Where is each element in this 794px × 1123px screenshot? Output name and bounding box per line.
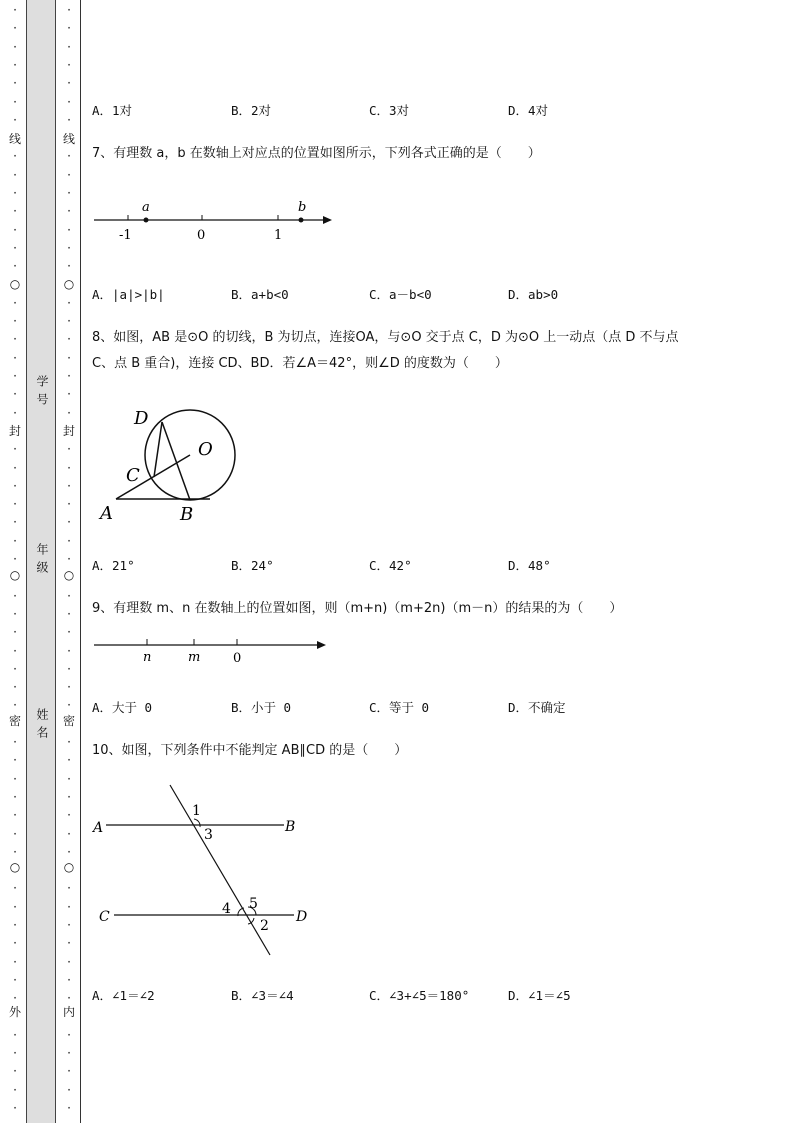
binding-dot: ·	[67, 497, 71, 512]
binding-dot: ·	[67, 478, 71, 493]
binding-dot: ·	[67, 1027, 71, 1042]
binding-dot: ·	[67, 295, 71, 310]
binding-dot: ·	[67, 954, 71, 969]
q7-label-b: b	[298, 200, 307, 215]
binding-dot: ·	[67, 606, 71, 621]
binding-dot: ·	[67, 808, 71, 823]
binding-dot: ·	[13, 332, 17, 347]
q7-option-a: A．|a|>|b|	[92, 287, 165, 302]
binding-dot: ·	[67, 936, 71, 951]
binding-dot: ·	[67, 222, 71, 237]
binding-dot: ·	[13, 57, 17, 72]
binding-dot: ·	[13, 295, 17, 310]
binding-dot: ·	[67, 1082, 71, 1097]
binding-dot: ·	[13, 515, 17, 530]
inner-char-xian: 线	[62, 132, 75, 146]
binding-dot: ·	[13, 149, 17, 164]
binding-dot: ·	[13, 94, 17, 109]
binding-dot: ·	[13, 899, 17, 914]
q8-label-a: A	[100, 503, 113, 524]
q8-stem-line1: 8、如图，AB 是⊙O 的切线，B 为切点，连接OA，与⊙O 交于点 C，D 为⊙O 上一动点（点 D 不与点	[92, 330, 679, 345]
binding-dot: ·	[13, 350, 17, 365]
inner-char-nei: 内	[62, 1005, 75, 1019]
binding-dot: ·	[13, 735, 17, 749]
binding-dot: ·	[67, 991, 71, 1006]
binding-dot: ·	[67, 405, 71, 420]
binding-dot: ·	[13, 771, 17, 786]
outer-circle: ○	[9, 277, 21, 291]
binding-dot: ·	[13, 991, 17, 1006]
binding-dot: ·	[67, 881, 71, 896]
binding-dot: ·	[67, 1046, 71, 1061]
outer-circle: ○	[9, 860, 21, 874]
q10-angle-4: 4	[222, 901, 231, 917]
q9-stem: 9、有理数 m、n 在数轴上的位置如图，则（m+n)（m+2n)（m－n）的结果的为（ ）	[92, 601, 623, 616]
q7-option-b: B．a+b<0	[231, 287, 289, 302]
binding-dot: ·	[13, 497, 17, 512]
binding-dot: ·	[13, 606, 17, 621]
q8-circle-figure	[98, 400, 258, 530]
binding-dot: ·	[67, 112, 71, 127]
q10-option-c: C．∠3+∠5＝180°	[369, 988, 470, 1003]
q10-angle-1: 1	[192, 803, 201, 819]
binding-dot: ·	[13, 1027, 17, 1042]
q6-option-d: D．4对	[508, 103, 549, 118]
binding-dot: ·	[67, 661, 71, 676]
binding-dot: ·	[13, 936, 17, 951]
binding-dot: ·	[13, 222, 17, 237]
binding-dot: ·	[13, 954, 17, 969]
q10-option-d: D．∠1＝∠5	[508, 988, 571, 1003]
q9-label-n: n	[143, 650, 152, 665]
binding-dot: ·	[13, 1101, 17, 1115]
q7-tick-1: 1	[274, 228, 283, 243]
binding-dot: ·	[67, 369, 71, 383]
binding-dot: ·	[67, 698, 71, 713]
binding-dot: ·	[13, 76, 17, 91]
binding-dot: ·	[67, 387, 71, 402]
binding-dot: ·	[13, 259, 17, 274]
outer-char-feng: 封	[8, 424, 21, 438]
q7-number-line	[90, 195, 340, 245]
margin-line	[80, 0, 81, 1123]
binding-dot: ·	[13, 21, 17, 36]
binding-dot: ·	[13, 918, 17, 932]
outer-char-wai: 外	[8, 1005, 21, 1019]
q6-option-b: B．2对	[231, 103, 272, 118]
binding-dot: ·	[13, 369, 17, 383]
binding-dot: ·	[13, 204, 17, 219]
binding-dot: ·	[13, 112, 17, 127]
binding-dot: ·	[13, 533, 17, 548]
binding-dot: ·	[13, 478, 17, 493]
inner-char-feng: 封	[62, 424, 75, 438]
binding-dot: ·	[13, 826, 17, 841]
q8-option-b: B．24°	[231, 558, 274, 573]
binding-dot: ·	[67, 39, 71, 54]
q8-label-d: D	[134, 408, 149, 429]
binding-dot: ·	[13, 588, 17, 603]
binding-dot: ·	[13, 3, 17, 17]
binding-dot: ·	[13, 240, 17, 255]
binding-dot: ·	[67, 972, 71, 987]
binding-dot: ·	[13, 808, 17, 823]
binding-dot: ·	[67, 442, 71, 457]
outer-char-mi: 密	[8, 714, 21, 728]
binding-dot: ·	[67, 680, 71, 695]
binding-dot: ·	[67, 76, 71, 91]
binding-dot: ·	[67, 844, 71, 859]
binding-dot: ·	[13, 844, 17, 859]
q10-angle-5: 5	[249, 896, 258, 912]
binding-dot: ·	[13, 972, 17, 987]
outer-dot-column	[10, 0, 20, 1123]
inner-dot-column	[64, 0, 74, 1123]
binding-dot: ·	[67, 186, 71, 200]
q10-label-d: D	[296, 909, 308, 925]
binding-dot: ·	[13, 405, 17, 420]
binding-dot: ·	[67, 918, 71, 932]
outer-circle: ○	[9, 568, 21, 582]
field-student-id: 学号	[35, 375, 49, 411]
binding-dot: ·	[13, 314, 17, 329]
q9-label-m: m	[188, 650, 201, 665]
binding-dot: ·	[67, 57, 71, 72]
binding-dot: ·	[67, 588, 71, 603]
binding-dot: ·	[67, 625, 71, 640]
binding-dot: ·	[67, 314, 71, 329]
q10-label-a: A	[93, 820, 104, 836]
binding-dot: ·	[13, 387, 17, 402]
binding-dot: ·	[13, 661, 17, 676]
field-grade: 年级	[35, 543, 49, 579]
q8-stem-line2: C、点 B 重合)，连接 CD、BD．若∠A＝42°，则∠D 的度数为（ ）	[92, 356, 508, 371]
binding-dot: ·	[67, 533, 71, 548]
q8-label-b: B	[180, 504, 194, 525]
binding-dot: ·	[67, 899, 71, 914]
q9-option-d: D．不确定	[508, 700, 566, 715]
q10-label-c: C	[99, 909, 110, 925]
q10-option-b: B．∠3＝∠4	[231, 988, 294, 1003]
binding-dot: ·	[67, 259, 71, 274]
binding-dot: ·	[67, 789, 71, 804]
inner-char-mi: 密	[62, 714, 75, 728]
q10-option-a: A．∠1＝∠2	[92, 988, 155, 1003]
inner-circle: ○	[63, 860, 75, 874]
q9-number-line	[90, 630, 340, 670]
binding-dot: ·	[13, 625, 17, 640]
q10-angle-3: 3	[204, 827, 213, 843]
binding-dot: ·	[67, 552, 71, 566]
inner-circle: ○	[63, 277, 75, 291]
q7-option-d: D．ab>0	[508, 287, 559, 302]
binding-dot: ·	[67, 240, 71, 255]
binding-dot: ·	[13, 680, 17, 695]
binding-dot: ·	[13, 1064, 17, 1079]
binding-dot: ·	[13, 186, 17, 200]
q6-option-c: C．3对	[369, 103, 410, 118]
binding-dot: ·	[13, 442, 17, 457]
q7-label-a: a	[142, 200, 150, 215]
binding-dot: ·	[13, 881, 17, 896]
binding-dot: ·	[67, 149, 71, 164]
inner-circle: ○	[63, 568, 75, 582]
q7-stem: 7、有理数 a，b 在数轴上对应点的位置如图所示，下列各式正确的是（ ）	[92, 146, 541, 161]
q7-option-c: C．a－b<0	[369, 287, 432, 302]
q8-option-c: C．42°	[369, 558, 412, 573]
binding-dot: ·	[67, 350, 71, 365]
q10-parallel-lines-figure	[90, 780, 320, 960]
outer-char-xian: 线	[8, 132, 21, 146]
binding-dot: ·	[13, 698, 17, 713]
binding-dot: ·	[67, 515, 71, 530]
binding-dot: ·	[67, 771, 71, 786]
binding-dot: ·	[67, 94, 71, 109]
binding-dot: ·	[67, 3, 71, 17]
binding-dot: ·	[13, 552, 17, 566]
q7-tick-0: 0	[197, 228, 206, 243]
binding-dot: ·	[13, 1046, 17, 1061]
binding-dot: ·	[13, 39, 17, 54]
binding-dot: ·	[13, 643, 17, 658]
q10-label-b: B	[285, 819, 296, 835]
q7-tick-neg1: -1	[119, 228, 132, 243]
binding-dot: ·	[13, 460, 17, 475]
binding-dot: ·	[67, 21, 71, 36]
binding-dot: ·	[67, 643, 71, 658]
q9-option-a: A．大于 0	[92, 700, 153, 715]
field-name: 姓名	[35, 708, 49, 744]
q8-label-o: O	[198, 439, 213, 460]
binding-dot: ·	[67, 460, 71, 475]
binding-dot: ·	[13, 753, 17, 768]
q8-option-d: D．48°	[508, 558, 551, 573]
binding-dot: ·	[67, 167, 71, 182]
binding-dot: ·	[67, 753, 71, 768]
q8-option-a: A．21°	[92, 558, 135, 573]
q6-option-a: A．1对	[92, 103, 133, 118]
q9-label-0: 0	[233, 651, 242, 666]
binding-dot: ·	[67, 735, 71, 749]
q10-stem: 10、如图，下列条件中不能判定 AB∥CD 的是（ ）	[92, 743, 408, 758]
binding-dot: ·	[13, 789, 17, 804]
q9-option-b: B．小于 0	[231, 700, 292, 715]
binding-dot: ·	[67, 826, 71, 841]
binding-dot: ·	[67, 204, 71, 219]
binding-dot: ·	[67, 1064, 71, 1079]
binding-dot: ·	[13, 1082, 17, 1097]
q9-option-c: C．等于 0	[369, 700, 430, 715]
q10-angle-2: 2	[260, 918, 269, 934]
q8-label-c: C	[126, 465, 140, 486]
binding-dot: ·	[67, 1101, 71, 1115]
binding-dot: ·	[67, 332, 71, 347]
binding-dot: ·	[13, 167, 17, 182]
